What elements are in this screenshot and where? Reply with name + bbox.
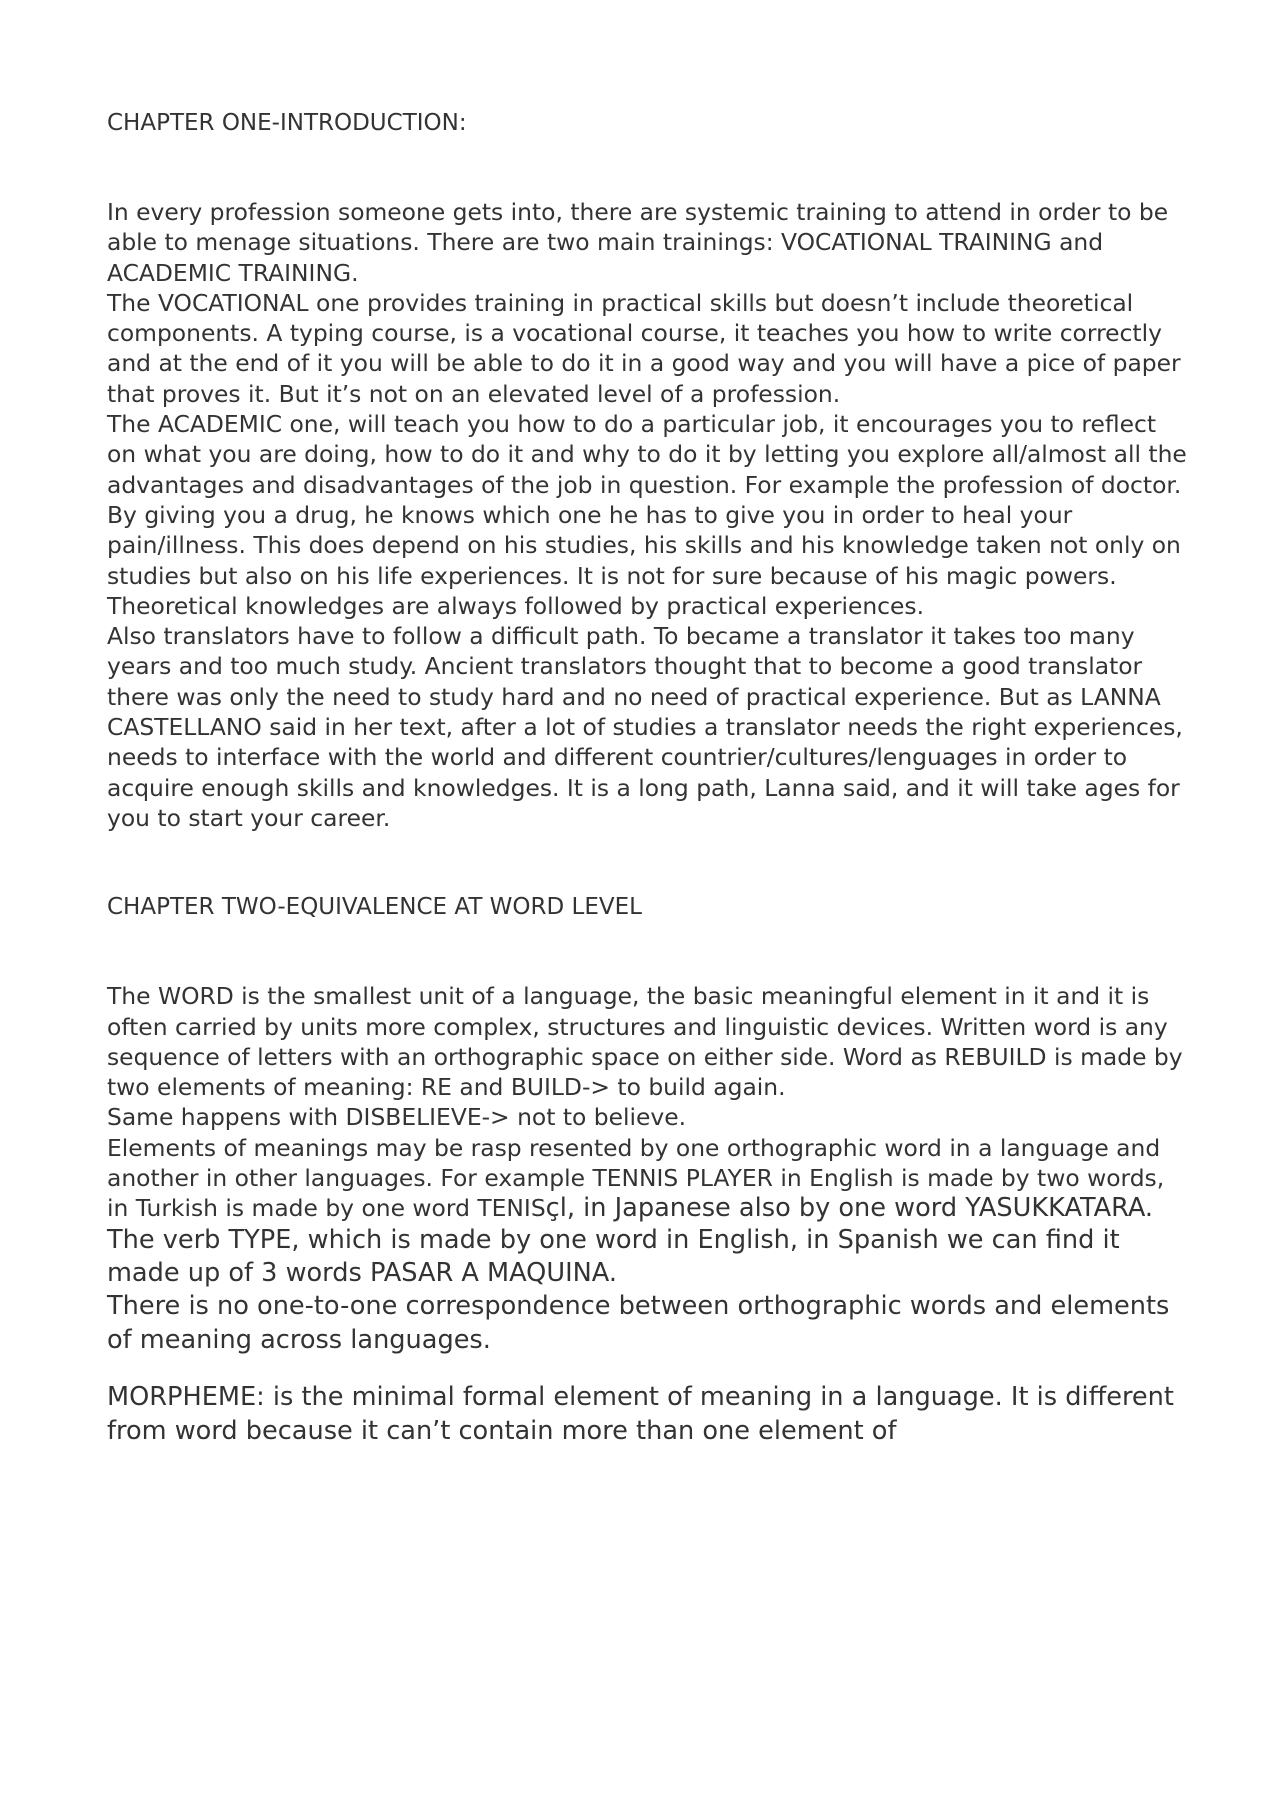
paragraph: Same happens with DISBELIEVE-> not to believe. <box>107 1103 687 1132</box>
paragraph: The WORD is the smallest unit of a language, the basic meaningful element in it and it is often carried by units more complex, structures and linguistic devices. Written word is any sequence of letters with an orthographic space on either side. Word as REBUILD is made by two elements of meaning: RE and BUILD-> to build again. <box>107 982 1183 1102</box>
chapter-one-body <box>107 197 1187 833</box>
chapter-one-heading: CHAPTER ONE-INTRODUCTION: <box>107 110 467 136</box>
paragraph: The VOCATIONAL one provides training in practical skills but doesn’t include theoretical components. A typing course, is a vocational course, it teaches you how to write correctly and at the end of it you will be able to do it in a good way and you will have a pice of paper that proves it. But it’s not on an elevated level of a profession. <box>107 288 1181 408</box>
paragraph: MORPHEME: is the minimal formal element of meaning in a language. It is different from word because it can’t contain more than one element of <box>107 1382 1174 1446</box>
morpheme-definition <box>107 1381 1187 1448</box>
document-page <box>107 108 1187 1448</box>
paragraph: The ACADEMIC one, will teach you how to do a particular job, it encourages you to reflect on what you are doing, how to do it and why to do it by letting you explore all/almost all the advantages and disadvantages of the job in question. For example the profession of doctor. By giving you a drug, he knows which one he has to give you in order to heal your pain/illness. This does depend on his studies, his skills and his knowledge taken not only on studies but also on his life experiences. It is not for sure because of his magic powers. Theoretical knowledges are always followed by practical experiences. <box>107 410 1187 620</box>
paragraph: The verb TYPE, which is made by one word in English, in Spanish we can find it made up of 3 words PASAR A MAQUINA. <box>107 1224 1120 1289</box>
paragraph-mixed-size <box>107 1133 1187 1224</box>
paragraph: Also translators have to follow a difficult path. To became a translator it takes too many years and too much study. Ancient translators thought that to become a good translator there was only the need to study hard and no need of practical experience. But as LANNA CASTELLANO said in her text, after a lot of studies a translator needs the right experiences, needs to interface with the world and different countrier/cultures/lenguages in order to acquire enough skills and knowledges. It is a long path, Lanna said, and it will take ages for you to start your career. <box>107 622 1183 832</box>
chapter-two-heading: CHAPTER TWO-EQUIVALENCE AT WORD LEVEL <box>107 894 642 921</box>
chapter-two-large-body <box>107 1224 1187 1358</box>
paragraph: In every profession someone gets into, there are systemic training to attend in order to be able to menage situations. There are two main trainings: VOCATIONAL TRAINING and ACADEMIC TRAINING. <box>107 198 1169 287</box>
chapter-two-body <box>107 981 1187 1223</box>
paragraph-text: Elements of meanings may be rasp resented by one orthographic word in a language and another in other languages. For example TENNIS PLAYER in English is made by two words, in Turkish is made by one word TENIS <box>107 1133 1165 1223</box>
paragraph-text: çl, in Japanese also by one word YASUKKATARA. <box>545 1193 1154 1224</box>
paragraph: There is no one-to-one correspondence between orthographic words and elements of meaning across languages. <box>107 1291 1170 1355</box>
